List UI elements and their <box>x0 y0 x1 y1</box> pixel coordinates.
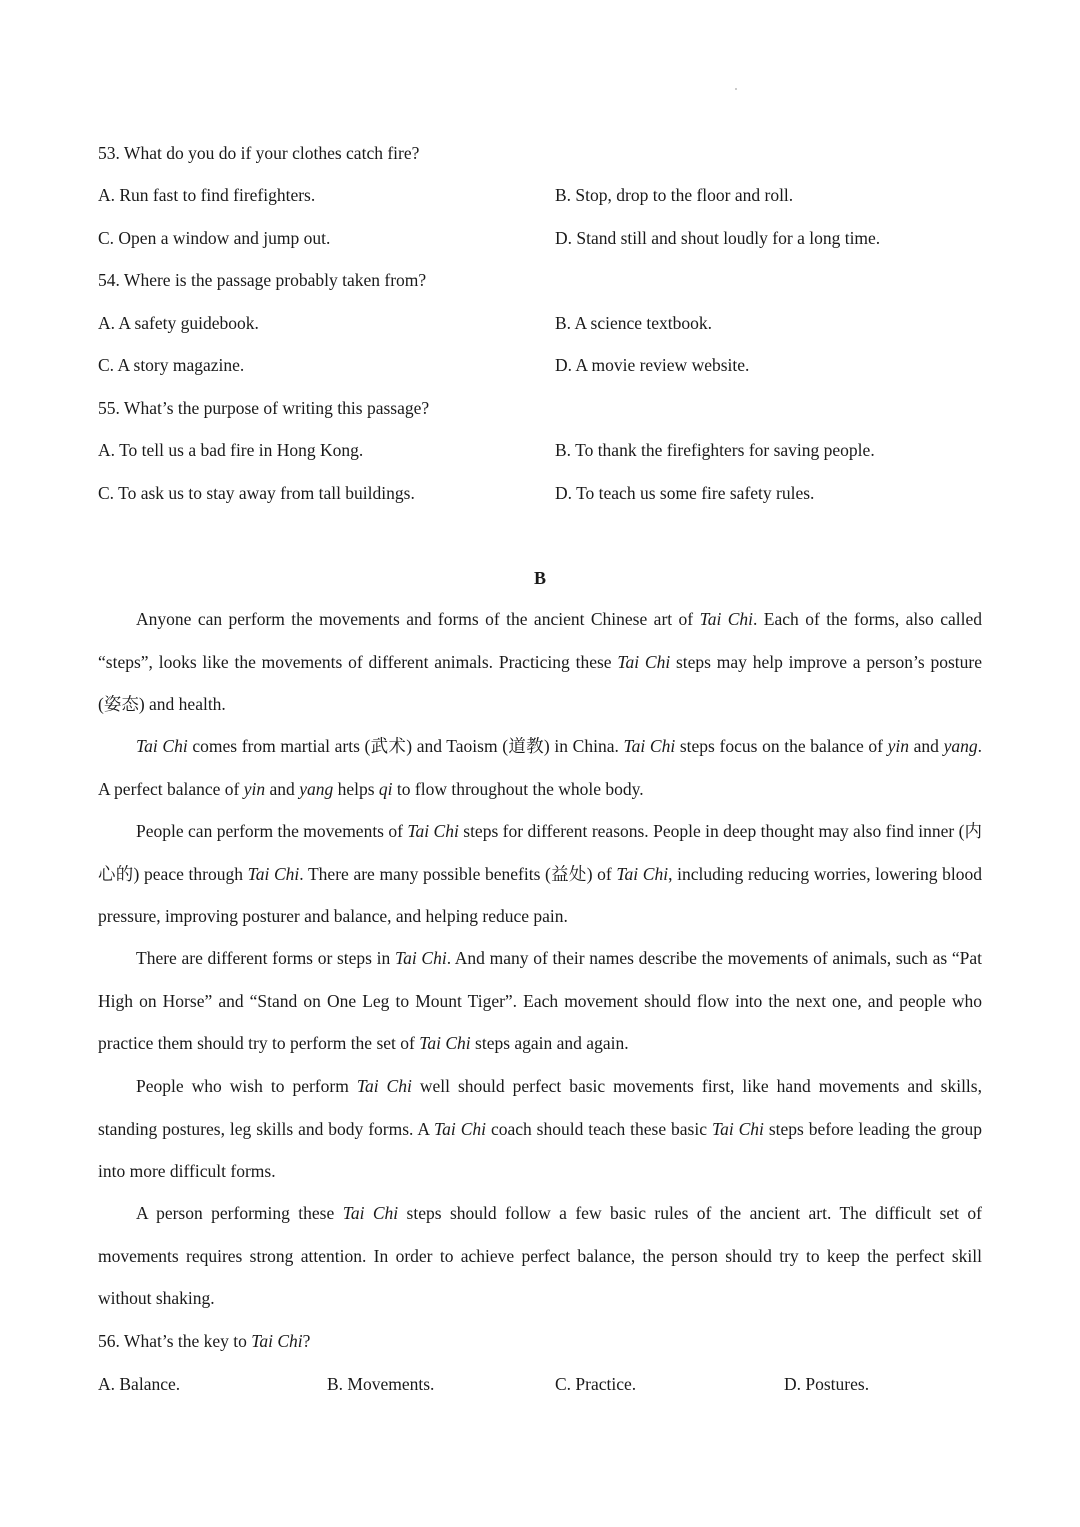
question-54-stem: 54. Where is the passage probably taken from? <box>98 270 427 290</box>
passage-paragraph-5: People who wish to perform Tai Chi well should perfect basic movements first, like hand movements and skills, standing postures, leg skills and body forms. A Tai Chi coach should teach these basic Tai Chi steps before leading the group into more difficult forms. <box>98 1076 982 1181</box>
question-54-option-a: A. A safety guidebook. <box>98 313 259 333</box>
question-56-option-c: C. Practice. <box>555 1374 637 1394</box>
question-56-option-b: B. Movements. <box>327 1374 435 1394</box>
section-b-title: B <box>533 568 546 588</box>
question-53-stem: 53. What do you do if your clothes catch fire? <box>98 143 420 163</box>
question-56-option-d: D. Postures. <box>784 1374 870 1394</box>
question-55-option-b: B. To thank the firefighters for saving people. <box>555 440 875 460</box>
passage-paragraph-4: There are different forms or steps in Tai Chi. And many of their names describe the movements of animals, such as “Pat High on Horse” and “Stand on One Leg to Mount Tiger”. Each movement should flow into the next one, and people who practice them should try to perform the set of Tai Chi steps again and again. <box>98 948 983 1053</box>
question-53-option-c: C. Open a window and jump out. <box>98 228 331 248</box>
passage-paragraph-2: Tai Chi comes from martial arts (武术) and Taoism (道教) in China. Tai Chi steps focus on the balance of yin and yang. A perfect balance of yin and yang helps qi to flow throughout the whole body. <box>98 736 982 799</box>
question-54-option-d: D. A movie review website. <box>555 355 750 375</box>
passage-paragraph-1: Anyone can perform the movements and forms of the ancient Chinese art of Tai Chi. Each of the forms, also called “steps”, looks like the movements of different animals. Practicing these Tai Chi steps may help improve a person’s posture (姿态) and health. <box>98 609 983 714</box>
question-54-option-b: B. A science textbook. <box>555 313 712 333</box>
question-54-option-c: C. A story magazine. <box>98 355 245 375</box>
question-55-stem: 55. What’s the purpose of writing this passage? <box>98 398 430 418</box>
question-53-option-d: D. Stand still and shout loudly for a long time. <box>555 228 881 248</box>
passage-paragraph-6: A person performing these Tai Chi steps should follow a few basic rules of the ancient art. The difficult set of movements requires strong attention. In order to achieve perfect balance, the person should try to keep the perfect skill without shaking. <box>98 1203 983 1308</box>
question-55-option-d: D. To teach us some fire safety rules. <box>555 483 815 503</box>
question-56-stem: 56. What’s the key to Tai Chi? <box>98 1331 311 1351</box>
question-55-option-c: C. To ask us to stay away from tall buildings. <box>98 483 415 503</box>
scan-dot <box>735 88 737 90</box>
question-56-option-a: A. Balance. <box>98 1374 181 1394</box>
question-53-option-b: B. Stop, drop to the floor and roll. <box>555 185 794 205</box>
passage-paragraph-3: People can perform the movements of Tai Chi steps for different reasons. People in deep thought may also find inner (内心的) peace through Tai Chi. There are many possible benefits (益处) of Tai Chi, including reducing worries, lowering blood pressure, improving posturer and balance, and helping reduce pain. <box>98 821 982 926</box>
question-55-option-a: A. To tell us a bad fire in Hong Kong. <box>98 440 364 460</box>
question-53-option-a: A. Run fast to find firefighters. <box>98 185 316 205</box>
